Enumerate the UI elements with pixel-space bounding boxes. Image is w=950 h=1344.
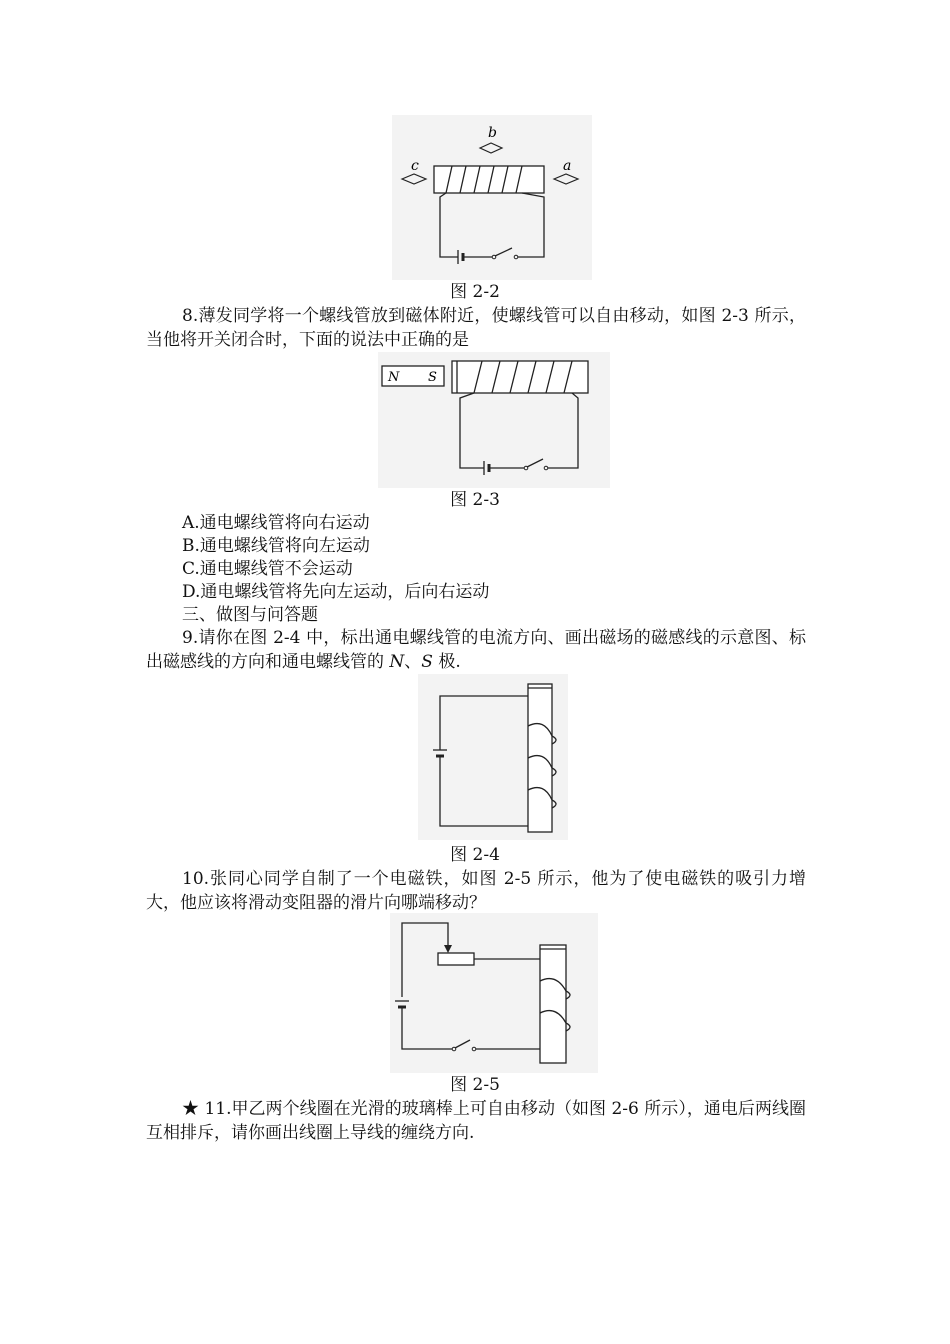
magnet-s-label: S	[428, 370, 437, 385]
figure-2-4-diagram	[418, 674, 568, 840]
figure-2-5-diagram	[390, 913, 598, 1073]
pole-separator: 、	[404, 651, 422, 672]
pole-n: N	[389, 651, 405, 672]
solenoid-tube	[528, 684, 552, 832]
label-c: c	[411, 158, 419, 174]
magnet-n-label: N	[388, 370, 400, 385]
rheostat-resistor	[438, 953, 474, 965]
label-b: b	[488, 125, 497, 141]
question-11-text: ★ 11.甲乙两个线圈在光滑的玻璃棒上可自由移动（如图 2-6 所示），通电后两线圈互相排斥，请你画出线圈上导线的缠绕方向.	[146, 1099, 806, 1143]
question-8-text: 8.薄发同学将一个螺线管放到磁体附近，使螺线管可以自由移动，如图 2-3 所示，当他将开关闭合时，下面的说法中正确的是	[146, 306, 806, 350]
question-9-text-before: 9.请你在图 2-4 中，标出通电螺线管的电流方向、画出磁场的磁感线的示意图、标出磁感线的方向和通电螺线管的	[146, 628, 806, 672]
question-9-text-after: 极.	[432, 651, 461, 672]
question-9-text	[146, 627, 806, 674]
figure-2-5	[390, 913, 598, 1073]
caption-figure-2-3: 图 2-3	[450, 490, 500, 510]
figure-2-3	[378, 352, 610, 488]
pole-s: S	[421, 651, 433, 672]
figure-2-2	[392, 115, 592, 280]
option-d: D.通电螺线管将先向左运动，后向右运动	[182, 582, 490, 602]
caption-figure-2-2: 图 2-2	[450, 282, 500, 302]
figure-2-2-diagram	[392, 115, 592, 280]
caption-figure-2-5: 图 2-5	[450, 1075, 500, 1095]
option-a: A.通电螺线管将向右运动	[182, 513, 370, 533]
solenoid-tube	[540, 945, 566, 1063]
option-b: B.通电螺线管将向左运动	[182, 536, 370, 556]
label-a: a	[563, 158, 572, 174]
question-10-text: 10.张同心同学自制了一个电磁铁，如图 2-5 所示，他为了使电磁铁的吸引力增大，他应该将滑动变阻器的滑片向哪端移动？	[146, 869, 806, 913]
section-3-title: 三、做图与问答题	[182, 605, 318, 625]
option-c: C.通电螺线管不会运动	[182, 559, 353, 579]
figure-2-4	[418, 674, 568, 840]
figure-2-3-diagram	[378, 352, 610, 488]
caption-figure-2-4: 图 2-4	[450, 845, 500, 865]
